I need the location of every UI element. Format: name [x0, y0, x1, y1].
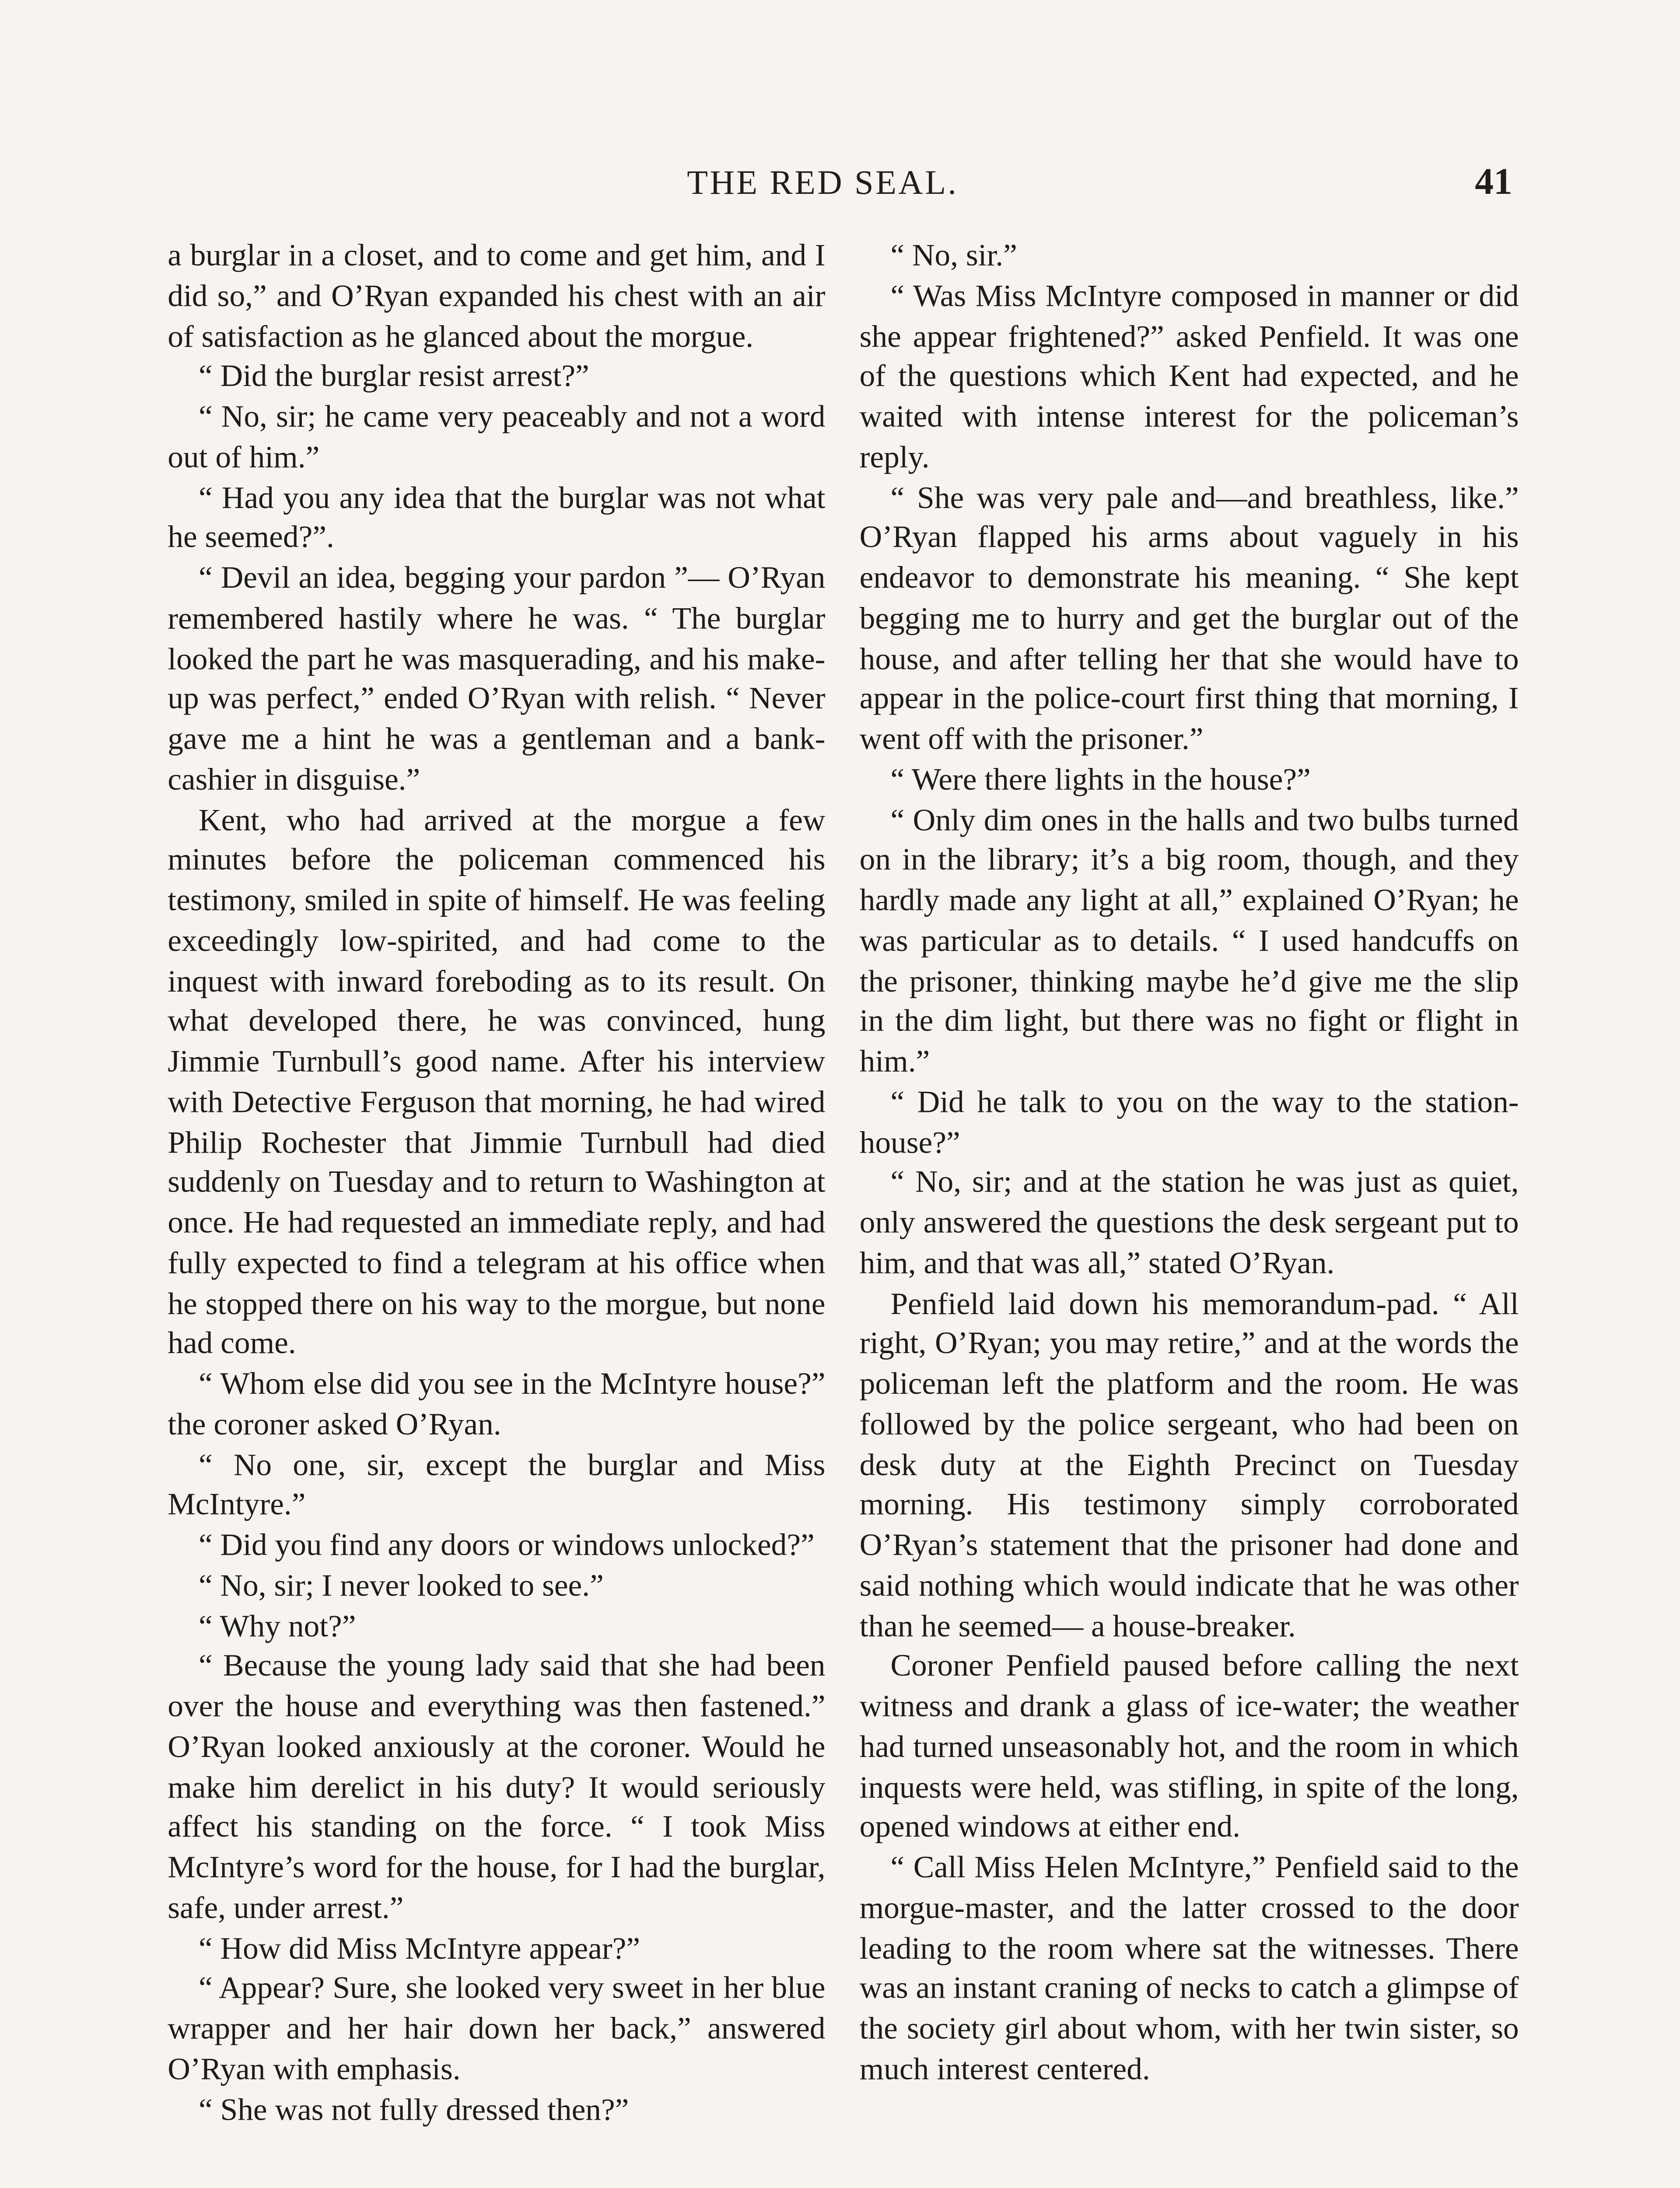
paragraph: “ No, sir; and at the station he was just as quiet, only answered the questions the desk sergeant put to him, and that was all,” stated O’Ryan.: [859, 1166, 1519, 1281]
paragraph: “ Did the burglar resist arrest?”: [198, 360, 589, 395]
paragraph: Kent, who had arrived at the morgue a few minutes before the policeman commenced his testimony, smiled in spite of himself. He was feeling exceedingly low-spirited, and had come to the inquest with inward foreboding as to its result. On what developed there, he was convinced, hung Jimmie Turnbull’s good name. After his interview with Detective Ferguson that morning, he had wired Philip Rochester that Jimmie Turnbull had died suddenly on Tuesday and to return to Washington at once. He had requested an immediate reply, and had fully expected to find a telegram at his office when he stopped there on his way to the morgue, but none had come.: [168, 803, 826, 1362]
paragraph: “ Appear? Sure, she looked very sweet in her blue wrapper and her hair down her back,” answered O’Ryan with emphasis.: [168, 1972, 826, 2087]
paragraph: “ Call Miss Helen McIntyre,” Penfield said to the morgue-master, and the latter crossed to the door leading to the room where sat the witnesses. There was an instant craning of necks to catch a glimpse of the society girl about whom, with her twin sister, so much interest centered.: [859, 1851, 1519, 2087]
paragraph: “ How did Miss McIntyre appear?”: [198, 1932, 640, 1966]
paragraph: Penfield laid down his memorandum-pad. “ All right, O’Ryan; you may retire,” and at the words the policeman left the platform and the room. He was followed by the police sergeant, who had been on desk duty at the Eighth Precinct on Tuesday morning. His testimony simply corroborated O’Ryan’s statement that the prisoner had done and said nothing which would indicate that he was other than he seemed— a house-breaker.: [859, 1287, 1519, 1644]
paragraph: “ Why not?”: [198, 1609, 356, 1644]
paragraph: Coroner Penfield paused before calling the next witness and drank a glass of ice-water; the weather had turned unseasonably hot, and the room in which inquests were held, was stifling, in spite of the long, opened windows at either end.: [859, 1650, 1519, 1845]
paragraph: “ Because the young lady said that she had been over the house and everything was then fastened.” O’Ryan looked anxiously at the coroner. Would he make him derelict in his duty? It would seriously affect his standing on the force. “ I took Miss McIntyre’s word for the house, for I had the burglar, safe, under arrest.”: [168, 1650, 826, 1926]
paragraph: “ She was very pale and—and breathless, like.” O’Ryan flapped his arms about vaguely in his endeavor to demonstrate his meaning. “ She kept begging me to hurry and get the burglar out of the house, and after telling her that she would have to appear in the police-court first thing that morning, I went off with the prisoner.”: [859, 481, 1519, 757]
paragraph: “ No, sir.”: [890, 239, 1017, 274]
paragraph: “ Had you any idea that the burglar was not what he seemed?”.: [168, 481, 826, 556]
paragraph: “ Was Miss McIntyre composed in manner or did she appear frightened?” asked Penfield. It was one of the questions which Kent had expected, and he waited with intense interest for the policeman’s reply.: [859, 280, 1519, 475]
paragraph: “ Did you find any doors or windows unlocked?”: [198, 1529, 815, 1564]
paragraph: “ Did he talk to you on the way to the station-house?”: [859, 1085, 1519, 1161]
paragraph: “ Whom else did you see in the McIntyre house?” the coroner asked O’Ryan.: [168, 1368, 826, 1442]
paragraph: “ No, sir; he came very peaceably and not a word out of him.”: [168, 400, 826, 475]
left-column: [168, 238, 825, 2132]
running-title: THE RED SEAL.: [687, 163, 959, 202]
paragraph: “ No one, sir, except the burglar and Miss McIntyre.”: [168, 1448, 826, 1523]
paragraph: “ She was not fully dressed then?”: [198, 2093, 629, 2128]
paragraph: a burglar in a closet, and to come and get him, and I did so,” and O’Ryan expanded his chest with an air of satisfaction as he glanced about the morgue.: [168, 239, 826, 354]
paragraph: “ No, sir; I never looked to see.”: [198, 1569, 604, 1604]
running-head: [0, 163, 1680, 212]
paragraph: “ Devil an idea, begging your pardon ”— O’Ryan remembered hastily where he was. “ The burglar looked the part he was masquerading, and his make-up was perfect,” ended O’Ryan with relish. “ Never gave me a hint he was a gentleman and a bank-cashier in disguise.”: [168, 561, 826, 798]
paragraph: “ Were there lights in the house?”: [890, 763, 1311, 798]
right-column: [860, 238, 1519, 2091]
page-number: 41: [1475, 161, 1512, 202]
paragraph: “ Only dim ones in the halls and two bulbs turned on in the library; it’s a big room, though, and they hardly made any light at all,” explained O’Ryan; he was particular as to details. “ I used handcuffs on the prisoner, thinking maybe he’d give me the slip in the dim light, but there was no fight or flight in him.”: [859, 803, 1519, 1080]
